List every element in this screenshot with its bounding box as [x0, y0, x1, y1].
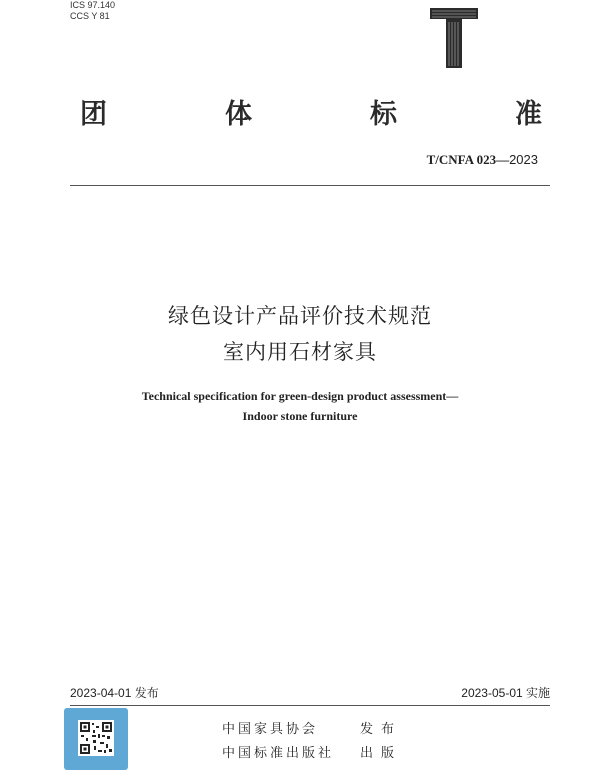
header-rule	[70, 185, 550, 186]
group-standard-t-logo	[430, 8, 478, 68]
title-chinese	[0, 298, 600, 370]
qr-code-icon	[78, 720, 114, 756]
title-cn-line1: 绿色设计产品评价技术规范	[168, 304, 432, 328]
publisher-action: 出版	[360, 746, 403, 761]
classification-codes	[70, 0, 115, 22]
ics-code: ICS 97.140	[70, 0, 116, 10]
anti-counterfeit-sticker	[64, 708, 128, 770]
standard-type-heading	[80, 92, 542, 131]
implement-date: 2023-05-01 实施	[461, 686, 550, 700]
standard-type-char: 标	[370, 99, 397, 130]
publishers	[222, 718, 402, 766]
title-en-line1: Technical specification for green-design product assessment—	[141, 389, 459, 403]
title-en-line2: Indoor stone furniture	[242, 409, 358, 423]
standard-number-dash: —	[496, 152, 510, 167]
footer-rule	[70, 705, 550, 706]
issue-date: 2023-04-01 发布	[70, 686, 159, 700]
standard-type-char: 体	[225, 99, 252, 130]
dates-row	[70, 684, 550, 701]
publisher-name: 中国标准出版社	[222, 746, 335, 761]
standard-number-year: 2023	[509, 152, 538, 167]
publisher-row	[222, 718, 402, 742]
publisher-action: 发布	[360, 722, 403, 737]
standard-type-char: 团	[80, 99, 107, 130]
title-english	[0, 386, 600, 426]
publisher-row	[222, 742, 402, 766]
standard-number	[427, 152, 538, 168]
title-cn-line2: 室内用石材家具	[223, 340, 377, 364]
standard-number-prefix: T/CNFA 023	[426, 152, 497, 167]
publisher-name: 中国家具协会	[222, 722, 319, 737]
ccs-code: CCS Y 81	[70, 11, 110, 21]
standard-type-char: 准	[515, 99, 542, 130]
